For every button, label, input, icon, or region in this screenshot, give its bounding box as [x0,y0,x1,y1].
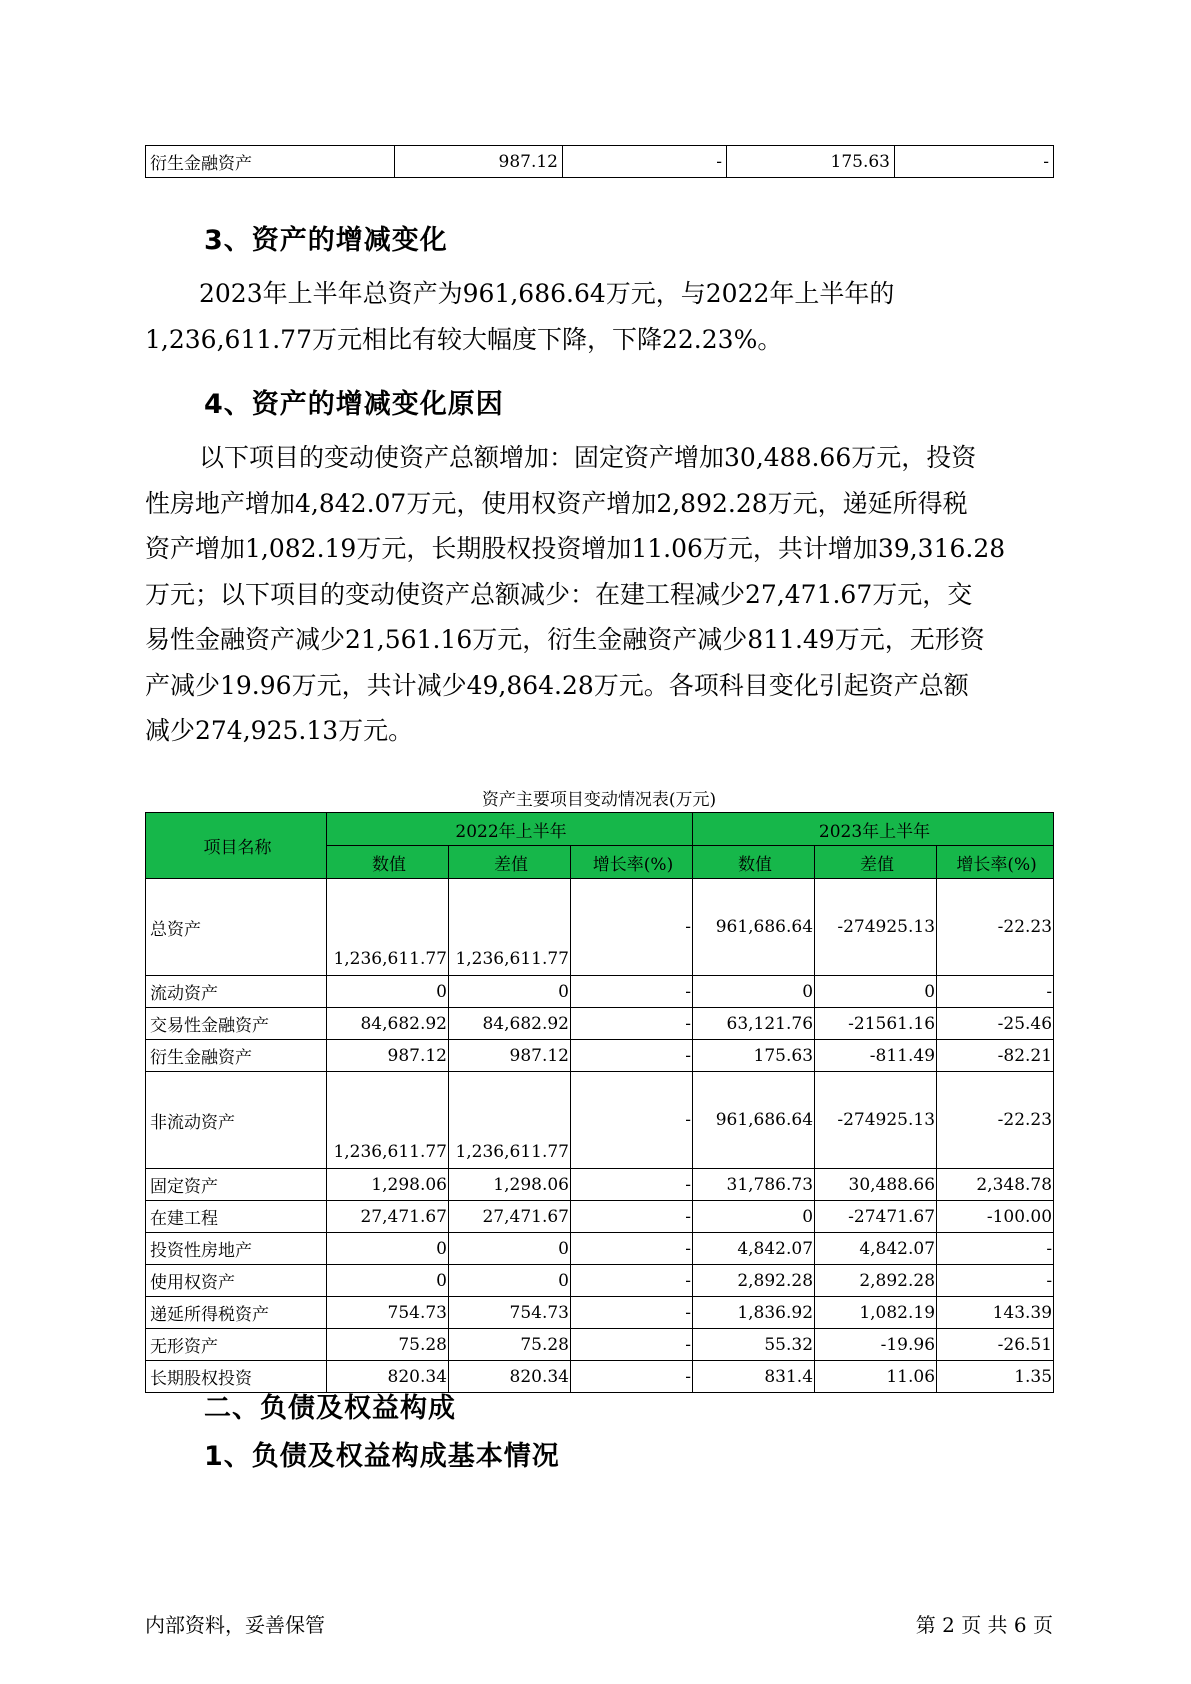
table-cell: -19.96 [815,1329,937,1361]
table-cell: 0 [693,976,815,1008]
table-cell: 75.28 [327,1329,449,1361]
table-row [146,1201,1054,1233]
table-cell: 987.12 [449,1040,571,1072]
paragraph-line: 以下项目的变动使资产总额增加：固定资产增加30,488.66万元，投资 [199,443,977,472]
row-label: 固定资产 [146,1169,327,1201]
table-cell: 754.73 [449,1297,571,1329]
table-cell: - [571,1040,693,1072]
table-cell: 831.4 [693,1361,815,1393]
table-cell: -274925.13 [815,1072,937,1169]
table-cell: - [571,1008,693,1040]
continued-table [145,145,1054,178]
table-cell: - [937,976,1054,1008]
table-cell: 1,298.06 [449,1169,571,1201]
table-cell: - [937,1233,1054,1265]
table-cell: 63,121.76 [693,1008,815,1040]
table-header-row [146,813,1054,846]
table-row [146,1072,1054,1169]
table-cell: 820.34 [449,1361,571,1393]
paragraph-line: 易性金融资产减少21,561.16万元，衍生金融资产减少811.49万元，无形资 [145,625,985,654]
table-cell: 1,836.92 [693,1297,815,1329]
table-cell: -22.23 [937,879,1054,976]
table-cell: -25.46 [937,1008,1054,1040]
row-label: 非流动资产 [146,1072,327,1169]
table-cell: - [571,1297,693,1329]
table-row [146,1329,1054,1361]
table-cell: 2,348.78 [937,1169,1054,1201]
table-row [146,1233,1054,1265]
row-label: 交易性金融资产 [146,1008,327,1040]
table-cell: - [571,976,693,1008]
header-diff: 差值 [449,846,571,879]
table-cell: - [571,1265,693,1297]
table-cell: 961,686.64 [693,1072,815,1169]
table-cell: 961,686.64 [693,879,815,976]
cell-value: 175.63 [727,146,895,178]
table-cell: -26.51 [937,1329,1054,1361]
table-cell: 1,082.19 [815,1297,937,1329]
table-cell: - [571,879,693,976]
header-growth: 增长率(%) [937,846,1054,879]
table-cell: 0 [693,1201,815,1233]
table-cell: 1,236,611.77 [449,879,571,976]
table-cell: 1.35 [937,1361,1054,1393]
section-heading: 二、负债及权益构成 [204,1393,456,1424]
header-diff: 差值 [815,846,937,879]
paragraph-line: 万元；以下项目的变动使资产总额减少：在建工程减少27,471.67万元，交 [145,579,973,609]
table-caption: 资产主要项目变动情况表(万元) [481,790,717,810]
table-cell: 4,842.07 [693,1233,815,1265]
table-cell: - [937,1265,1054,1297]
table-cell: 2,892.28 [693,1265,815,1297]
table-cell: 27,471.67 [327,1201,449,1233]
table-cell: 0 [327,1265,449,1297]
table-cell: 0 [449,1233,571,1265]
section4-paragraph [145,435,1053,754]
row-label: 递延所得税资产 [146,1297,327,1329]
table-cell: - [571,1072,693,1169]
table-cell: - [571,1233,693,1265]
paragraph-line: 资产增加1,082.19万元，长期股权投资增加11.06万元，共计增加39,316.28 [145,534,1006,563]
table-row [146,1169,1054,1201]
row-label: 长期股权投资 [146,1361,327,1393]
table-cell: 0 [815,976,937,1008]
table-cell: - [571,1329,693,1361]
header-item-name: 项目名称 [146,813,327,879]
table-cell: 0 [327,1233,449,1265]
table-body [146,879,1054,1393]
header-growth: 增长率(%) [571,846,693,879]
table-row [146,1265,1054,1297]
header-group-2023: 2023年上半年 [693,813,1054,846]
table-cell: 1,236,611.77 [327,1072,449,1169]
table-cell: - [571,1169,693,1201]
table-cell: 0 [449,1265,571,1297]
table-cell: 31,786.73 [693,1169,815,1201]
table-cell: 11.06 [815,1361,937,1393]
table-cell: 27,471.67 [449,1201,571,1233]
table-cell: 1,236,611.77 [327,879,449,976]
table-cell: 84,682.92 [327,1008,449,1040]
cell-value: - [895,146,1054,178]
table-cell: 1,298.06 [327,1169,449,1201]
table-cell: 1,236,611.77 [449,1072,571,1169]
table-row [146,146,1054,178]
paragraph-line: 产减少19.96万元，共计减少49,864.28万元。各项科目变化引起资产总额 [145,670,969,700]
table-cell: 55.32 [693,1329,815,1361]
section-heading: 3、资产的增减变化 [204,225,448,256]
paragraph-line: 减少274,925.13万元。 [145,716,414,745]
header-value: 数值 [327,846,449,879]
cell-value: - [563,146,727,178]
table-cell: 175.63 [693,1040,815,1072]
table-cell: -27471.67 [815,1201,937,1233]
table-cell: 143.39 [937,1297,1054,1329]
section3-paragraph [145,271,1053,362]
paragraph-line: 2023年上半年总资产为961,686.64万元，与2022年上半年的 [199,279,895,308]
row-label: 使用权资产 [146,1265,327,1297]
table-row [146,1008,1054,1040]
table-cell: 0 [327,976,449,1008]
table-cell: 987.12 [327,1040,449,1072]
table-cell: -811.49 [815,1040,937,1072]
page-number: 第 2 页 共 6 页 [915,1613,1053,1637]
row-label: 衍生金融资产 [146,146,395,178]
table-cell: -82.21 [937,1040,1054,1072]
paragraph-line: 性房地产增加4,842.07万元，使用权资产增加2,892.28万元，递延所得税 [145,488,968,518]
table-row [146,879,1054,976]
row-label: 在建工程 [146,1201,327,1233]
row-label: 总资产 [146,879,327,976]
paragraph-line: 1,236,611.77万元相比有较大幅度下降，下降22.23%。 [145,324,783,354]
table-cell: -100.00 [937,1201,1054,1233]
table-cell: 4,842.07 [815,1233,937,1265]
row-label: 投资性房地产 [146,1233,327,1265]
table-cell: 84,682.92 [449,1008,571,1040]
table-cell: - [571,1201,693,1233]
table-cell: -274925.13 [815,879,937,976]
asset-change-table [145,812,1054,1393]
table-cell: - [571,1361,693,1393]
table-row [146,1297,1054,1329]
row-label: 流动资产 [146,976,327,1008]
row-label: 衍生金融资产 [146,1040,327,1072]
section-heading: 4、资产的增减变化原因 [204,389,504,420]
table-cell: 820.34 [327,1361,449,1393]
table-row [146,976,1054,1008]
table-row [146,1040,1054,1072]
header-group-2022: 2022年上半年 [327,813,693,846]
row-label: 无形资产 [146,1329,327,1361]
table-cell: 754.73 [327,1297,449,1329]
footer-left: 内部资料，妥善保管 [145,1613,325,1637]
table-cell: 75.28 [449,1329,571,1361]
table-cell: 2,892.28 [815,1265,937,1297]
table-cell: -22.23 [937,1072,1054,1169]
sub-section-heading: 1、负债及权益构成基本情况 [204,1441,560,1472]
table-cell: 0 [449,976,571,1008]
cell-value: 987.12 [395,146,563,178]
table-cell: 30,488.66 [815,1169,937,1201]
table-cell: -21561.16 [815,1008,937,1040]
header-value: 数值 [693,846,815,879]
